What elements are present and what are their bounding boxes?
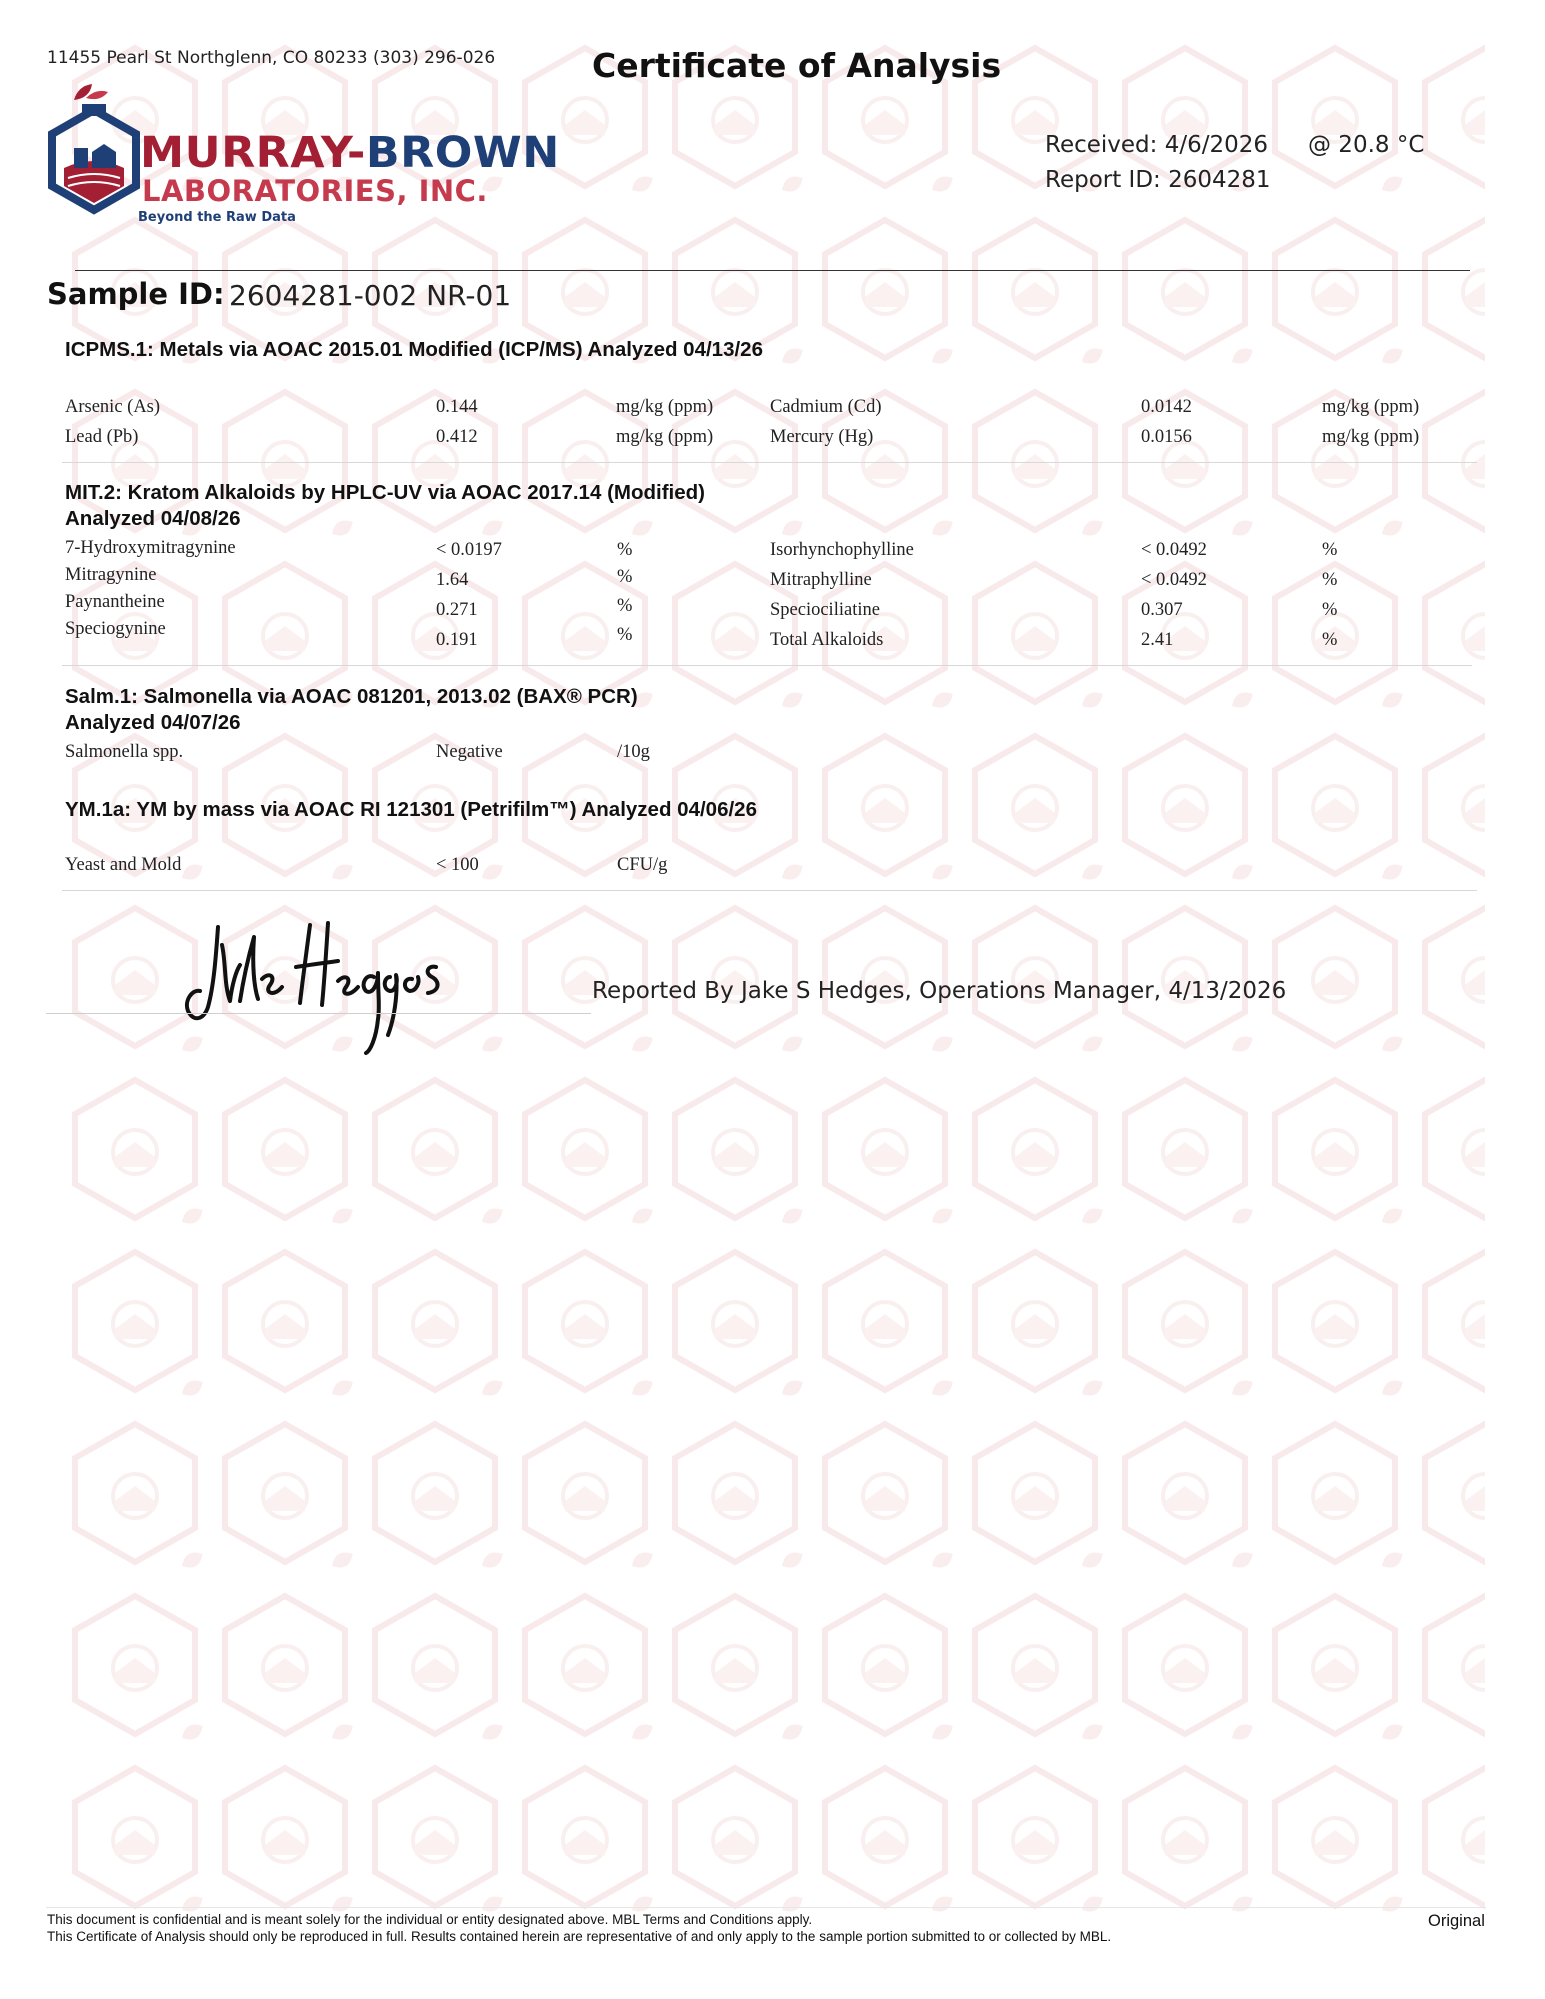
footer-disclaimer (47, 1911, 1111, 1945)
salmonella-result: Negative (436, 742, 503, 762)
metals-result: 0.144 (436, 397, 478, 417)
logo-subtitle: LABORATORIES, INC. (142, 174, 488, 208)
metals-unit: mg/kg (ppm) (616, 427, 714, 447)
metals-analyte: Lead (Pb) (65, 427, 139, 447)
alkaloid-unit: % (617, 596, 633, 616)
alkaloid-result: 0.191 (436, 630, 478, 650)
handwritten-signature (178, 915, 458, 1055)
signature-line (46, 1013, 591, 1014)
received-date: Received: 4/6/2026 (1045, 132, 1269, 158)
reported-by: Reported By Jake S Hedges, Operations Manager, 4/13/2026 (592, 978, 1287, 1004)
alkaloid-unit: % (1322, 600, 1338, 620)
salmonella-section-title: Salm.1: Salmonella via AOAC 081201, 2013.02 (BAX® PCR) Analyzed 04/07/26 (65, 685, 638, 734)
metals-section-title: ICPMS.1: Metals via AOAC 2015.01 Modified (ICP/MS) Analyzed 04/13/26 (65, 338, 763, 361)
metals-unit: mg/kg (ppm) (1322, 427, 1420, 447)
alkaloid-analyte: Paynantheine (65, 592, 165, 612)
footer-divider (46, 1907, 1486, 1908)
alkaloid-result: 1.64 (436, 570, 469, 590)
report-id: Report ID: 2604281 (1045, 167, 1271, 193)
alkaloid-result: < 0.0492 (1141, 570, 1207, 590)
alkaloid-unit: % (1322, 630, 1338, 650)
footer-line-2: This Certificate of Analysis should only be reproduced in full. Results contained herein are representative of and only apply to the sample portion submitted to or collected by MBL. (47, 1929, 1112, 1944)
alkaloid-analyte: Speciogynine (65, 619, 166, 639)
yeast-mold-result: < 100 (436, 855, 479, 875)
sample-id-value: 2604281-002 NR-01 (229, 279, 512, 312)
metals-result: 0.0142 (1141, 397, 1192, 417)
lab-address: 11455 Pearl St Northglenn, CO 80233 (303) 296-026 (47, 48, 496, 68)
logo-tagline: Beyond the Raw Data (138, 210, 296, 225)
document-title: Certificate of Analysis (592, 46, 1002, 85)
alkaloid-analyte: Isorhynchophylline (770, 540, 914, 560)
alkaloid-result: < 0.0197 (436, 540, 502, 560)
metals-unit: mg/kg (ppm) (616, 397, 714, 417)
section-divider (62, 462, 1477, 463)
alkaloid-unit: % (1322, 540, 1338, 560)
alkaloid-result: 0.307 (1141, 600, 1183, 620)
alkaloid-result: 2.41 (1141, 630, 1174, 650)
alkaloid-analyte: 7-Hydroxymitragynine (65, 538, 236, 558)
alkaloid-unit: % (1322, 570, 1338, 590)
salmonella-analyte: Salmonella spp. (65, 742, 184, 762)
logo-wordmark: MURRAY-BROWN (140, 128, 560, 178)
flask-logo-icon (44, 82, 144, 222)
metals-result: 0.0156 (1141, 427, 1192, 447)
alkaloid-unit: % (617, 540, 633, 560)
section-divider (62, 890, 1477, 891)
metals-analyte: Cadmium (Cd) (770, 397, 882, 417)
yeast-mold-section-title: YM.1a: YM by mass via AOAC RI 121301 (Petrifilm™) Analyzed 04/06/26 (65, 798, 757, 821)
alkaloids-section-title: MIT.2: Kratom Alkaloids by HPLC-UV via AOAC 2017.14 (Modified) Analyzed 04/08/26 (65, 481, 705, 530)
alkaloid-analyte: Mitraphylline (770, 570, 872, 590)
alkaloid-analyte: Mitragynine (65, 565, 157, 585)
header-divider (75, 270, 1470, 271)
metals-result: 0.412 (436, 427, 478, 447)
received-temperature: @ 20.8 °C (1308, 132, 1425, 158)
salmonella-unit: /10g (617, 742, 650, 762)
footer-line-1: This document is confidential and is meant solely for the individual or entity designated above. MBL Terms and Conditions apply. (47, 1912, 813, 1927)
alkaloid-result: 0.271 (436, 600, 478, 620)
alkaloid-unit: % (617, 567, 633, 587)
document-status: Original (1428, 1912, 1485, 1930)
metals-analyte: Arsenic (As) (65, 397, 161, 417)
alkaloid-result: < 0.0492 (1141, 540, 1207, 560)
alkaloid-analyte: Total Alkaloids (770, 630, 884, 650)
yeast-mold-analyte: Yeast and Mold (65, 855, 182, 875)
section-divider (62, 665, 1472, 666)
alkaloid-unit: % (617, 625, 633, 645)
metals-unit: mg/kg (ppm) (1322, 397, 1420, 417)
metals-analyte: Mercury (Hg) (770, 427, 874, 447)
sample-id-label: Sample ID: (47, 277, 225, 311)
company-logo (44, 82, 560, 226)
alkaloid-analyte: Speciociliatine (770, 600, 880, 620)
yeast-mold-unit: CFU/g (617, 855, 668, 875)
